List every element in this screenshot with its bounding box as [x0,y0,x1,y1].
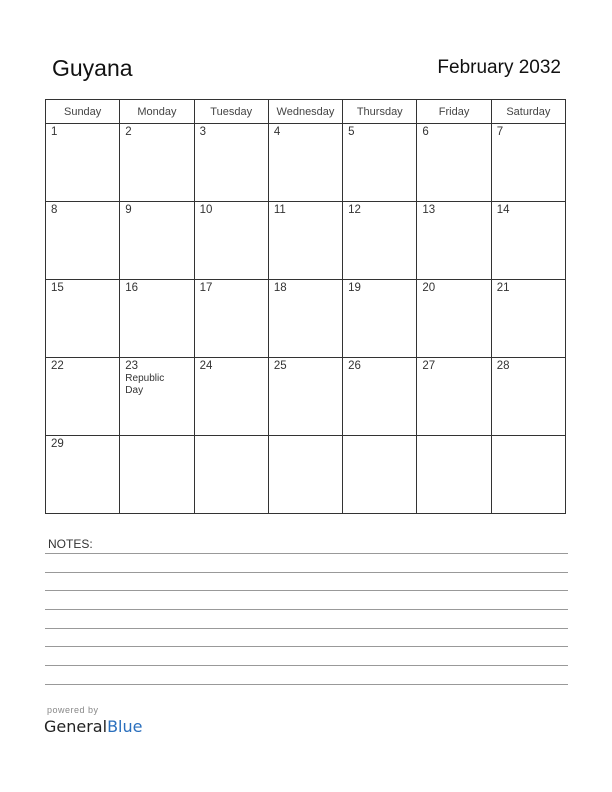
weekday-header: Friday [417,100,491,124]
day-number [120,436,193,438]
day-number: 6 [422,126,429,138]
brand-name-blue: Blue [107,717,143,736]
day-number: 28 [496,360,510,372]
day-number: 14 [496,204,510,216]
day-number [195,436,268,438]
day-cell [343,124,417,202]
day-cell [417,202,491,280]
notes-line [45,609,568,610]
day-cell [343,436,417,514]
day-number: 7 [496,126,504,138]
day-cell [120,280,194,358]
day-cell [120,202,194,280]
weekday-header: Monday [120,100,194,124]
day-cell [491,358,565,436]
day-number [417,436,490,438]
day-cell [268,202,342,280]
powered-by-text: powered by [47,705,99,715]
calendar-month-title: February 2032 [437,57,561,78]
day-cell [491,280,565,358]
day-number: 23 [125,360,139,372]
week-row [46,436,566,514]
calendar-grid [45,99,566,514]
day-cell [46,436,120,514]
notes-line [45,628,568,629]
notes-label: NOTES: [48,537,93,551]
day-cell [194,436,268,514]
holiday-label: Republic Day [125,373,165,396]
day-cell [268,280,342,358]
day-number: 19 [348,282,361,294]
day-cell [194,358,268,436]
notes-line [45,590,568,591]
day-cell [491,124,565,202]
day-number: 21 [496,282,510,294]
day-number: 20 [422,282,436,294]
calendar-country-title: Guyana [52,55,133,81]
day-number: 16 [125,282,139,294]
brand-logo [44,717,142,736]
day-cell [417,436,491,514]
day-number [343,436,416,438]
day-number: 17 [199,282,213,294]
day-number: 8 [51,204,58,216]
day-number: 5 [348,126,355,138]
day-cell [417,358,491,436]
day-number: 9 [125,204,132,216]
day-cell [417,124,491,202]
week-row [46,124,566,202]
day-number: 4 [273,126,281,138]
day-cell [343,358,417,436]
notes-line [45,572,568,573]
day-cell [120,436,194,514]
day-number: 15 [51,282,64,294]
weekday-header: Saturday [491,100,565,124]
day-number: 2 [125,126,132,138]
day-cell [491,202,565,280]
notes-line [45,684,568,685]
day-number [269,436,342,438]
weekday-header: Sunday [46,100,120,124]
weekday-header: Thursday [343,100,417,124]
day-cell [194,202,268,280]
day-number: 13 [422,204,436,216]
day-number: 25 [273,360,287,372]
day-number: 29 [51,438,64,450]
day-cell [343,202,417,280]
day-number: 22 [51,360,64,372]
notes-line [45,646,568,647]
day-number: 1 [51,126,58,138]
week-row [46,280,566,358]
day-cell [194,280,268,358]
notes-line [45,553,568,554]
day-number [492,436,565,438]
day-number: 18 [273,282,287,294]
week-row [46,358,566,436]
day-number: 24 [199,360,213,372]
day-cell [268,124,342,202]
day-cell [46,124,120,202]
day-cell [120,124,194,202]
day-number: 3 [199,126,206,138]
day-cell [194,124,268,202]
day-cell [46,202,120,280]
day-number: 27 [422,360,436,372]
weekday-header: Wednesday [268,100,342,124]
notes-line [45,665,568,666]
day-cell [46,358,120,436]
day-cell [343,280,417,358]
day-number: 11 [273,204,286,216]
day-cell [491,436,565,514]
weekday-header-row [46,100,566,124]
day-number: 12 [348,204,361,216]
day-number: 10 [199,204,213,216]
day-cell [417,280,491,358]
day-cell [268,436,342,514]
day-cell [46,280,120,358]
brand-name-general: General [44,717,108,736]
day-number: 26 [348,360,361,372]
day-cell [268,358,342,436]
day-cell [120,358,194,436]
weekday-header: Tuesday [194,100,268,124]
week-row [46,202,566,280]
